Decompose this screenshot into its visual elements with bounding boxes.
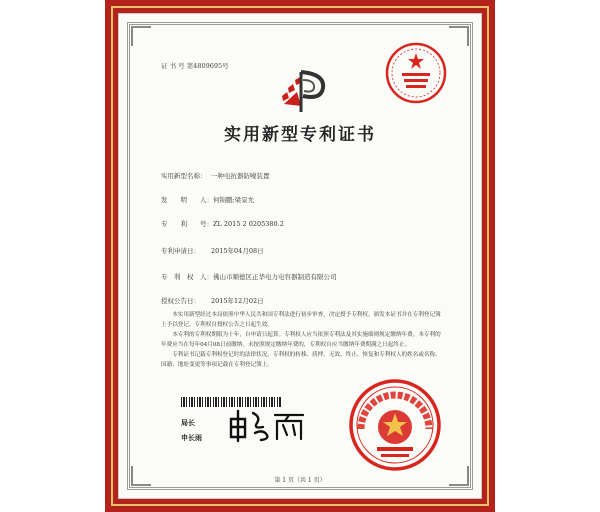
- field-value: 何锦鹏;梁景允: [213, 196, 255, 204]
- corner-ornament: [131, 26, 151, 46]
- field-inventor: [161, 195, 254, 204]
- body-paragraph: 专利证书记载专利权登记时的法律状况。专利权的转移、质押、无效、终止、恢复和专利权人的姓名或名称、国籍、地址变更等事项记载在专利登记簿上。: [161, 352, 441, 368]
- field-value: 一种电抗器防噪装置: [211, 172, 270, 180]
- patent-certificate: [118, 13, 482, 499]
- field-value: 2015年12月02日: [211, 297, 264, 305]
- field-value: 佛山市顺德区正华电力电容器制造有限公司: [213, 273, 337, 281]
- field-application-date: [161, 246, 264, 255]
- sipo-logo-icon: [279, 66, 329, 114]
- page-number: 第 1 页（共 1 页）: [274, 477, 326, 484]
- field-label: 专利申请日：: [161, 247, 200, 255]
- body-paragraph: 本专利的专利权期限为十年，自申请日起算。专利权人应当依照专利法及其实施细则规定缴纳年费。本专利的年费应当在每年04月08日前缴纳。未按照规定缴纳年费的，专利权自应当缴纳年费期满之日起终止。: [161, 332, 441, 348]
- handwritten-signature: [227, 407, 307, 443]
- field-patentee: [161, 272, 337, 281]
- field-label: 授权公告日：: [161, 297, 200, 305]
- field-value: 2015年04月08日: [211, 247, 264, 255]
- field-patent-number: [161, 219, 284, 228]
- barcode: [181, 397, 281, 407]
- national-ip-office-seal-icon: [347, 377, 443, 473]
- field-label: 实用新型名称：: [161, 172, 207, 180]
- field-label: 专 利 号：: [161, 220, 213, 228]
- field-label: 发 明 人：: [161, 196, 213, 204]
- certificate-number: 证 书 号 第4809695号: [161, 62, 229, 70]
- director-role-label: 局长: [181, 418, 195, 427]
- field-grant-date: [161, 296, 264, 305]
- small-red-seal-icon: [384, 41, 448, 105]
- certificate-body-text: [161, 310, 441, 370]
- field-label: 专 利 权 人：: [161, 273, 213, 281]
- corner-ornament: [449, 26, 469, 46]
- certificate-title: 实用新型专利证书: [224, 125, 376, 145]
- body-paragraph: 本实用新型经过本局依照中华人民共和国专利法进行初步审查，决定授予专利权，颁发本证书并在专利登记簿上予以登记。专利权自授权公告之日起生效。: [161, 312, 441, 328]
- field-value: ZL 2015 2 0205380.2: [213, 220, 284, 228]
- field-utility-model-name: [161, 171, 270, 180]
- commissioner-name-label: 申长雨: [181, 433, 202, 442]
